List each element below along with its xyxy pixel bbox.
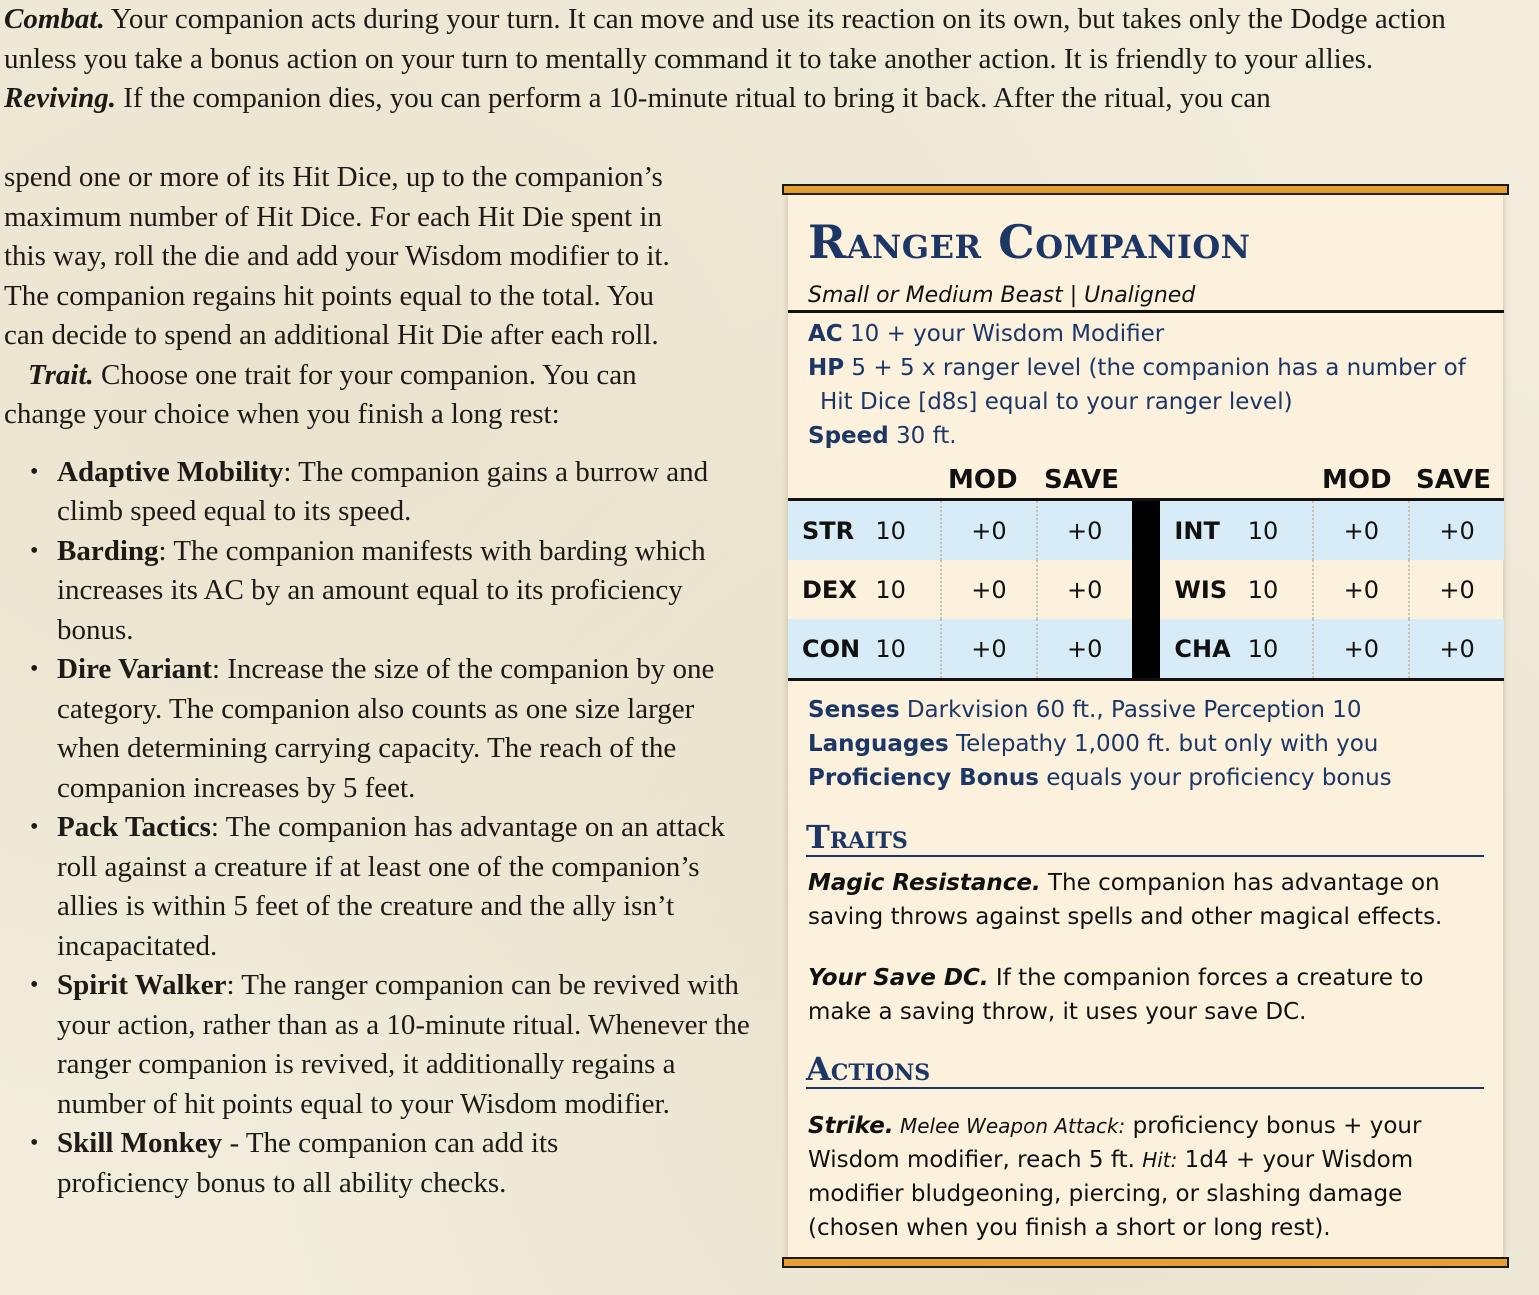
- speed-label: Speed: [808, 423, 889, 449]
- languages-line: [808, 731, 1378, 757]
- combat-paragraph: [4, 0, 1504, 79]
- trait-name: Barding: [57, 534, 159, 567]
- trait-text: The companion gains a burrow and climb speed equal to its speed.: [57, 455, 709, 527]
- list-item: [4, 1124, 697, 1203]
- senses-value: Darkvision 60 ft., Passive Perception 10: [899, 697, 1362, 723]
- ability-mod: +0: [1313, 619, 1409, 678]
- list-item: [4, 453, 757, 532]
- ability-save: +0: [1037, 619, 1132, 678]
- trait-separator: :: [210, 811, 226, 843]
- table-row: [788, 501, 1504, 560]
- trait-separator: :: [283, 455, 299, 488]
- trait-name: Adaptive Mobility: [57, 455, 284, 488]
- stat-block: [782, 184, 1509, 1270]
- hp-line: [808, 355, 1466, 381]
- senses-line: [808, 697, 1362, 723]
- action-text: 1d4 + your Wisdom modifier bludgeoning, piercing, or slashing damage (chosen when you finish a short or long rest).: [808, 1147, 1414, 1241]
- list-item: [4, 966, 757, 1124]
- reviving-line: maximum number of Hit Dice. For each Hit Die spent in: [4, 200, 662, 233]
- trait-name: Dire Variant: [57, 653, 212, 685]
- save-header-right: SAVE: [1416, 465, 1491, 495]
- trait-name: Pack Tactics: [57, 811, 211, 843]
- trait-text: Choose one trait for your companion. You can change your choice when you finish a long rest:: [4, 358, 637, 430]
- ability-mod: +0: [1313, 501, 1409, 560]
- stat-block-body: [788, 195, 1503, 1257]
- actions-heading: Actions: [806, 1051, 1484, 1089]
- ability-mod: +0: [1313, 560, 1409, 619]
- list-item: [4, 650, 757, 808]
- trait-name: Skill Monkey: [57, 1127, 223, 1159]
- intro-wide: [4, 0, 1504, 119]
- ability-mod: +0: [941, 619, 1037, 678]
- trait-separator: :: [211, 653, 228, 685]
- combat-lead: Combat.: [4, 3, 105, 35]
- reviving-line: The companion regains hit points equal to the total. You: [4, 279, 654, 312]
- stat-block-top-bar: [782, 184, 1509, 195]
- reviving-line: can decide to spend an additional Hit Die after each roll.: [4, 319, 659, 351]
- trait-body: If the companion forces a creature to make a saving throw, it uses your save DC.: [808, 965, 1424, 1025]
- list-item: [4, 532, 717, 651]
- stat-block-subtitle: Small or Medium Beast | Unaligned: [808, 283, 1196, 308]
- ability-save: +0: [1409, 501, 1504, 560]
- ac-value: 10 + your Wisdom Modifier: [842, 321, 1165, 347]
- ability-save: +0: [1037, 501, 1132, 560]
- table-row: [788, 560, 1504, 619]
- hp-value: 5 + 5 x ranger level (the companion has a number of: [844, 355, 1466, 381]
- languages-label: Languages: [808, 731, 949, 757]
- ac-line: [808, 321, 1164, 347]
- languages-value: Telepathy 1,000 ft. but only with you: [948, 731, 1379, 757]
- combat-text: Your companion acts during your turn. It can move and use its reaction on its own, but takes only the Dodge action unless you take a bonus action on your turn to mentally command it to take another action. It is friendly to your allies.: [4, 3, 1446, 75]
- ability-score: 10: [1248, 501, 1314, 560]
- column-separator: [1132, 619, 1161, 678]
- ability-mod: +0: [941, 560, 1037, 619]
- trait-lead: Trait.: [28, 358, 94, 391]
- ability-score: 10: [875, 501, 941, 560]
- divider: [788, 678, 1504, 681]
- action-text: proficiency bonus + your Wisdom modifier, reach 5 ft.: [808, 1113, 1422, 1173]
- save-header-left: SAVE: [1044, 465, 1119, 495]
- stat-block-title: Ranger Companion: [808, 215, 1251, 269]
- hp-label: HP: [808, 355, 845, 381]
- bullet-icon: •: [30, 814, 39, 840]
- ability-score: 10: [1248, 619, 1314, 678]
- ability-score: 10: [875, 619, 941, 678]
- reviving-paragraph: [4, 79, 1504, 119]
- ability-name: STR: [788, 501, 875, 560]
- action-title: Strike.: [808, 1113, 894, 1139]
- ability-save: +0: [1409, 560, 1504, 619]
- stat-block-bottom-bar: [782, 1257, 1509, 1268]
- ability-score: 10: [1247, 575, 1279, 604]
- trait-name: Spirit Walker: [57, 969, 227, 1001]
- magic-resistance-trait: [808, 866, 1488, 934]
- table-row: [788, 619, 1504, 678]
- attack-type: Melee Weapon Attack:: [893, 1114, 1126, 1138]
- column-separator: [1132, 501, 1161, 560]
- ability-score: 10: [875, 575, 906, 604]
- trait-title: Magic Resistance.: [808, 870, 1041, 896]
- ability-mod: +0: [941, 501, 1037, 560]
- save-dc-trait: [808, 961, 1488, 1029]
- trait-separator: :: [226, 969, 242, 1001]
- reviving-line: this way, roll the die and add your Wisdom modifier to it.: [4, 240, 670, 272]
- ability-name: DEX: [802, 575, 857, 604]
- trait-text: The companion manifests with barding which increases its AC by an amount equal to its proficiency bonus.: [57, 534, 706, 646]
- trait-paragraph: [4, 356, 724, 435]
- ability-save: +0: [1037, 560, 1132, 619]
- trait-text: The ranger companion can be revived with your action, rather than as a 10-minute ritual. Whenever the ranger companion is revived, it additionally regains a number of hit points equal to your Wisdom modifier.: [57, 969, 750, 1120]
- trait-separator: -: [222, 1127, 246, 1159]
- proficiency-line: [808, 765, 1392, 791]
- proficiency-label: Proficiency Bonus: [808, 765, 1039, 791]
- ability-name: CHA: [1160, 619, 1247, 678]
- ability-save: +0: [1409, 619, 1504, 678]
- trait-text: The companion can add its proficiency bonus to all ability checks.: [57, 1127, 559, 1199]
- list-item: [4, 808, 757, 966]
- bullet-icon: •: [30, 458, 39, 485]
- ability-name: CON: [788, 619, 875, 678]
- trait-text: The companion has advantage on an attack roll against a creature if at least one of the companion’s allies is within 5 feet of the creature and the ally isn’t incapacitated.: [57, 811, 725, 962]
- speed-value: 30 ft.: [888, 423, 957, 449]
- mod-header-right: MOD: [1322, 465, 1392, 495]
- bullet-icon: •: [30, 1130, 39, 1156]
- bullet-icon: •: [30, 537, 39, 564]
- proficiency-value: equals your proficiency bonus: [1038, 765, 1392, 791]
- speed-line: [808, 423, 957, 449]
- reviving-lead: Reviving.: [4, 82, 116, 114]
- reviving-line: spend one or more of its Hit Dice, up to the companion’s: [4, 161, 663, 193]
- trait-text: Increase the size of the companion by one category. The companion also counts as one size larger when determining carrying capacity. The reach of the companion increases by 5 feet.: [57, 653, 715, 804]
- mod-header-left: MOD: [948, 465, 1018, 495]
- senses-label: Senses: [808, 697, 900, 723]
- bullet-icon: •: [30, 656, 39, 682]
- ability-name: INT: [1160, 501, 1247, 560]
- trait-separator: :: [158, 534, 174, 567]
- ability-name: WIS: [1174, 575, 1228, 604]
- traits-heading: Traits: [806, 819, 1484, 857]
- divider: [788, 310, 1504, 313]
- left-column: [4, 158, 764, 1203]
- strike-action: [808, 1109, 1488, 1245]
- reviving-text: If the companion dies, you can perform a 10-minute ritual to bring it back. After the ritual, you can: [115, 82, 1271, 114]
- trait-body: The companion has advantage on saving throws against spells and other magical effects.: [808, 870, 1443, 930]
- trait-list: [4, 453, 764, 1204]
- hit-label: Hit:: [1142, 1148, 1178, 1172]
- trait-title: Your Save DC.: [808, 965, 989, 991]
- hp-line-2: Hit Dice [d8s] equal to your ranger level): [820, 389, 1293, 415]
- ability-table: [788, 501, 1504, 678]
- column-separator: [1132, 560, 1161, 619]
- ac-label: AC: [808, 321, 843, 347]
- bullet-icon: •: [30, 972, 39, 998]
